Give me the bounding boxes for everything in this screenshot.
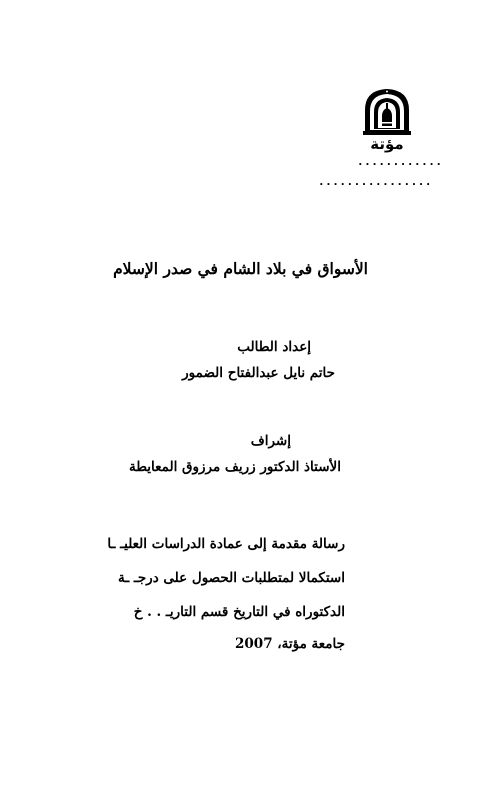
supervisor-name: الأستاذ الدكتور زريف مرزوق المعايطة [128,459,341,475]
submission-line-3: الدكتوراه في التاريخ قسم التاريـ . . خ [133,604,345,620]
student-label: إعداد الطالب [237,339,311,355]
student-name: حاتم نايل عبدالفتاح الضمور [182,365,335,381]
dotted-line-2: ................ [318,175,432,188]
thesis-title: الأسواق في بلاد الشام في صدر الإسلام [113,259,368,278]
university-logo [357,86,417,152]
submission-line-4: جامعة مؤتة، 2007 [235,636,345,652]
submission-line-2: استكمالا لمتطلبات الحصول على درجـ ـة [117,570,345,586]
university-emblem-icon [357,86,417,136]
dotted-line-1: ............ [357,155,443,168]
submission-line-1: رسالة مقدمة إلى عمادة الدراسات العليـ ـا [107,536,345,552]
logo-wordmark: مؤتة [370,135,404,153]
supervision-label: إشراف [250,433,291,449]
